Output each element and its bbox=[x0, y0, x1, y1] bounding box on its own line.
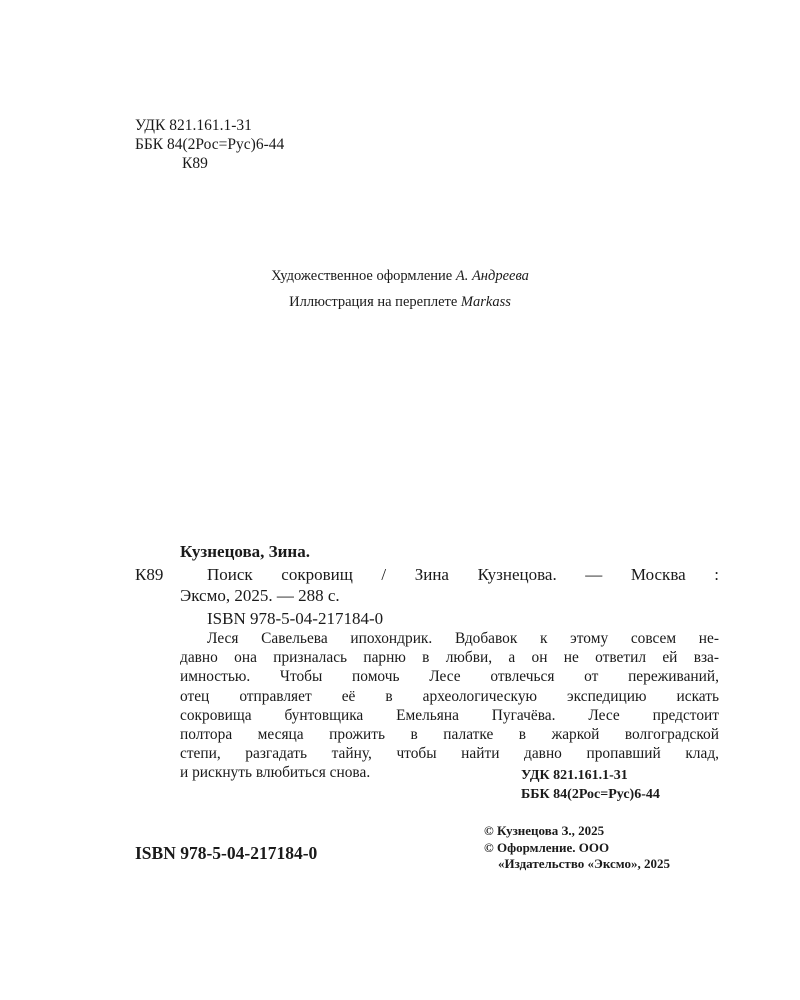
footer-isbn: ISBN 978-5-04-217184-0 bbox=[135, 843, 318, 863]
annotation-line: полтора месяца прожить в палатке в жаркой волгоградской bbox=[180, 726, 719, 744]
title-line: Поиск сокровищ / Зина Кузнецова. — Москва : bbox=[207, 565, 719, 584]
isbn-line: ISBN 978-5-04-217184-0 bbox=[207, 609, 384, 628]
classification-block bbox=[135, 116, 284, 173]
bib-author-mark: К89 bbox=[135, 565, 164, 584]
footer-bbk: ББК 84(2Рос=Рус)6-44 bbox=[521, 787, 660, 802]
udk-code: УДК 821.161.1-31 bbox=[135, 117, 252, 134]
annotation-line: отец отправляет её в археологическую экспедицию искать bbox=[180, 687, 719, 705]
illustration-label: Иллюстрация на переплете bbox=[289, 294, 458, 310]
copyright-block bbox=[484, 823, 670, 873]
annotation-line: степи, разгадать тайну, чтобы найти давно пропавший клад, bbox=[180, 745, 719, 763]
design-credit bbox=[0, 268, 800, 285]
annotation-line: давно она призналась парню в любви, а он не ответил ей вза- bbox=[180, 649, 719, 667]
annotation-line: и рискнуть влюбиться снова. bbox=[180, 764, 371, 782]
illustration-credit bbox=[0, 294, 800, 311]
bbk-code: ББК 84(2Рос=Рус)6-44 bbox=[135, 136, 285, 153]
author-mark: К89 bbox=[182, 155, 208, 172]
annotation-line: имностью. Чтобы помочь Лесе отвлечься от переживаний, bbox=[180, 668, 719, 686]
footer-codes bbox=[521, 766, 660, 804]
copyright-design: © Оформление. ООО bbox=[484, 839, 610, 855]
illustration-name: Markass bbox=[460, 294, 511, 310]
annotation-line: Леся Савельева ипохондрик. Вдобавок к этому совсем не- bbox=[207, 630, 719, 647]
design-label: Художественное оформление bbox=[271, 268, 453, 284]
footer-udk: УДК 821.161.1-31 bbox=[521, 768, 628, 783]
copyright-publisher: «Издательство «Эксмо», 2025 bbox=[498, 856, 670, 871]
imprint: Эксмо, 2025. — 288 с. bbox=[180, 586, 340, 605]
annotation-line: сокровища бунтовщика Емельяна Пугачёва. Лесе предстоит bbox=[180, 706, 719, 724]
copyright-author: © Кузнецова З., 2025 bbox=[484, 823, 605, 838]
annotation bbox=[180, 629, 719, 783]
design-name: А. Андреева bbox=[455, 268, 529, 284]
book-author: Кузнецова, Зина. bbox=[180, 542, 310, 561]
